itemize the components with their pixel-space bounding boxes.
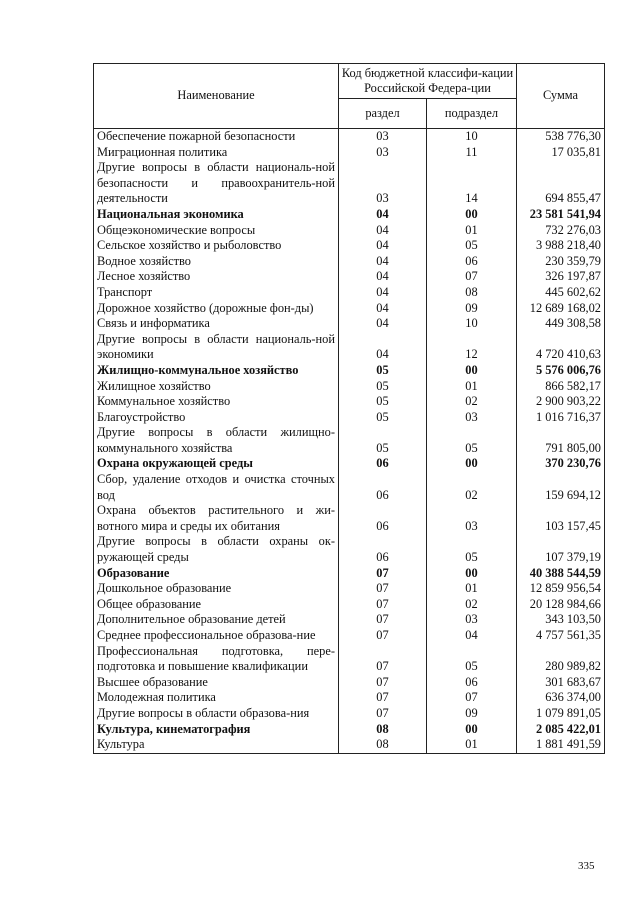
row-section: 07 bbox=[339, 612, 427, 628]
table-row bbox=[94, 223, 605, 239]
row-subsection: 10 bbox=[427, 129, 517, 145]
row-subsection: 06 bbox=[427, 254, 517, 270]
row-subsection: 11 bbox=[427, 145, 517, 161]
row-subsection: 01 bbox=[427, 379, 517, 395]
row-name: Дополнительное образование детей bbox=[94, 612, 339, 628]
row-section: 04 bbox=[339, 238, 427, 254]
row-section: 06 bbox=[339, 456, 427, 472]
row-sum: 538 776,30 bbox=[517, 129, 605, 145]
row-subsection: 05 bbox=[427, 425, 517, 456]
header-subsection: подраздел bbox=[427, 99, 517, 129]
row-sum: 4 720 410,63 bbox=[517, 332, 605, 363]
table-row bbox=[94, 394, 605, 410]
row-subsection: 02 bbox=[427, 597, 517, 613]
row-subsection: 00 bbox=[427, 456, 517, 472]
table-row bbox=[94, 690, 605, 706]
row-sum: 301 683,67 bbox=[517, 675, 605, 691]
row-section: 04 bbox=[339, 301, 427, 317]
table-row bbox=[94, 379, 605, 395]
header-name: Наименование bbox=[94, 64, 339, 129]
row-name: Дошкольное образование bbox=[94, 581, 339, 597]
row-section: 05 bbox=[339, 363, 427, 379]
row-name: Общее образование bbox=[94, 597, 339, 613]
page-number: 335 bbox=[578, 860, 595, 872]
row-sum: 12 859 956,54 bbox=[517, 581, 605, 597]
row-name: Сельское хозяйство и рыболовство bbox=[94, 238, 339, 254]
row-section: 07 bbox=[339, 566, 427, 582]
row-sum: 17 035,81 bbox=[517, 145, 605, 161]
row-section: 05 bbox=[339, 394, 427, 410]
table-row bbox=[94, 628, 605, 644]
row-sum: 1 079 891,05 bbox=[517, 706, 605, 722]
row-subsection: 03 bbox=[427, 410, 517, 426]
row-sum: 791 805,00 bbox=[517, 425, 605, 456]
row-sum: 40 388 544,59 bbox=[517, 566, 605, 582]
table-row bbox=[94, 145, 605, 161]
row-section: 05 bbox=[339, 425, 427, 456]
table-row bbox=[94, 675, 605, 691]
row-name: Жилищное хозяйство bbox=[94, 379, 339, 395]
row-name: Образование bbox=[94, 566, 339, 582]
table-row bbox=[94, 566, 605, 582]
row-section: 07 bbox=[339, 675, 427, 691]
budget-table bbox=[93, 63, 605, 754]
row-section: 03 bbox=[339, 160, 427, 207]
row-subsection: 00 bbox=[427, 363, 517, 379]
row-name: Водное хозяйство bbox=[94, 254, 339, 270]
row-subsection: 05 bbox=[427, 534, 517, 565]
row-name: Культура, кинематография bbox=[94, 722, 339, 738]
row-name: Среднее профессиональное образова-ние bbox=[94, 628, 339, 644]
row-section: 04 bbox=[339, 285, 427, 301]
row-subsection: 07 bbox=[427, 690, 517, 706]
row-name: Сбор, удаление отходов и очистка сточных вод bbox=[94, 472, 339, 503]
row-name: Другие вопросы в области охраны ок-ружающей среды bbox=[94, 534, 339, 565]
row-sum: 103 157,45 bbox=[517, 503, 605, 534]
row-section: 08 bbox=[339, 722, 427, 738]
table-row bbox=[94, 456, 605, 472]
table-row bbox=[94, 316, 605, 332]
table-row bbox=[94, 254, 605, 270]
row-section: 04 bbox=[339, 332, 427, 363]
row-subsection: 08 bbox=[427, 285, 517, 301]
row-sum: 4 757 561,35 bbox=[517, 628, 605, 644]
table-row bbox=[94, 534, 605, 565]
row-sum: 2 085 422,01 bbox=[517, 722, 605, 738]
row-section: 04 bbox=[339, 254, 427, 270]
table-row bbox=[94, 269, 605, 285]
row-sum: 732 276,03 bbox=[517, 223, 605, 239]
row-subsection: 09 bbox=[427, 706, 517, 722]
table-row bbox=[94, 612, 605, 628]
row-subsection: 00 bbox=[427, 566, 517, 582]
row-subsection: 05 bbox=[427, 644, 517, 675]
row-subsection: 06 bbox=[427, 675, 517, 691]
row-sum: 445 602,62 bbox=[517, 285, 605, 301]
row-subsection: 00 bbox=[427, 722, 517, 738]
row-subsection: 10 bbox=[427, 316, 517, 332]
row-section: 05 bbox=[339, 410, 427, 426]
row-sum: 866 582,17 bbox=[517, 379, 605, 395]
table-row bbox=[94, 363, 605, 379]
row-name: Дорожное хозяйство (дорожные фон-ды) bbox=[94, 301, 339, 317]
row-name: Другие вопросы в области образова-ния bbox=[94, 706, 339, 722]
row-name: Национальная экономика bbox=[94, 207, 339, 223]
row-sum: 1 881 491,59 bbox=[517, 737, 605, 753]
table-row bbox=[94, 238, 605, 254]
row-sum: 3 988 218,40 bbox=[517, 238, 605, 254]
row-section: 07 bbox=[339, 706, 427, 722]
row-section: 07 bbox=[339, 581, 427, 597]
table-row bbox=[94, 722, 605, 738]
row-sum: 1 016 716,37 bbox=[517, 410, 605, 426]
row-section: 07 bbox=[339, 644, 427, 675]
row-section: 06 bbox=[339, 534, 427, 565]
row-section: 04 bbox=[339, 269, 427, 285]
row-section: 06 bbox=[339, 503, 427, 534]
table-body bbox=[94, 129, 605, 754]
row-name: Другие вопросы в области националь-ной безопасности и правоохранитель-ной деятельности bbox=[94, 160, 339, 207]
row-name: Связь и информатика bbox=[94, 316, 339, 332]
table-header bbox=[94, 64, 605, 129]
row-name: Обеспечение пожарной безопасности bbox=[94, 129, 339, 145]
table-row bbox=[94, 332, 605, 363]
row-name: Охрана объектов растительного и жи-вотного мира и среды их обитания bbox=[94, 503, 339, 534]
row-section: 08 bbox=[339, 737, 427, 753]
table-row bbox=[94, 472, 605, 503]
row-name: Профессиональная подготовка, пере-подготовка и повышение квалификации bbox=[94, 644, 339, 675]
row-section: 07 bbox=[339, 690, 427, 706]
row-section: 04 bbox=[339, 223, 427, 239]
row-subsection: 03 bbox=[427, 612, 517, 628]
header-section: раздел bbox=[339, 99, 427, 129]
row-name: Транспорт bbox=[94, 285, 339, 301]
row-name: Молодежная политика bbox=[94, 690, 339, 706]
table-row bbox=[94, 285, 605, 301]
row-sum: 5 576 006,76 bbox=[517, 363, 605, 379]
row-name: Миграционная политика bbox=[94, 145, 339, 161]
row-section: 03 bbox=[339, 145, 427, 161]
row-subsection: 12 bbox=[427, 332, 517, 363]
row-sum: 370 230,76 bbox=[517, 456, 605, 472]
table-row bbox=[94, 503, 605, 534]
row-subsection: 02 bbox=[427, 394, 517, 410]
row-name: Охрана окружающей среды bbox=[94, 456, 339, 472]
row-name: Общеэкономические вопросы bbox=[94, 223, 339, 239]
table-row bbox=[94, 597, 605, 613]
row-subsection: 05 bbox=[427, 238, 517, 254]
table-row bbox=[94, 129, 605, 145]
header-budget-code: Код бюджетной классифи-кации Российской Федера-ции bbox=[339, 64, 517, 99]
row-sum: 326 197,87 bbox=[517, 269, 605, 285]
row-sum: 20 128 984,66 bbox=[517, 597, 605, 613]
row-subsection: 09 bbox=[427, 301, 517, 317]
table-row bbox=[94, 301, 605, 317]
row-name: Культура bbox=[94, 737, 339, 753]
row-subsection: 02 bbox=[427, 472, 517, 503]
row-sum: 2 900 903,22 bbox=[517, 394, 605, 410]
table-row bbox=[94, 207, 605, 223]
table-row bbox=[94, 737, 605, 753]
row-subsection: 01 bbox=[427, 737, 517, 753]
row-subsection: 04 bbox=[427, 628, 517, 644]
table-row bbox=[94, 644, 605, 675]
row-sum: 159 694,12 bbox=[517, 472, 605, 503]
row-sum: 280 989,82 bbox=[517, 644, 605, 675]
row-subsection: 01 bbox=[427, 223, 517, 239]
table-row bbox=[94, 410, 605, 426]
row-name: Благоустройство bbox=[94, 410, 339, 426]
row-section: 04 bbox=[339, 316, 427, 332]
row-sum: 343 103,50 bbox=[517, 612, 605, 628]
row-sum: 230 359,79 bbox=[517, 254, 605, 270]
row-name: Лесное хозяйство bbox=[94, 269, 339, 285]
header-row-main bbox=[94, 64, 605, 99]
table-row bbox=[94, 706, 605, 722]
row-name: Другие вопросы в области националь-ной экономики bbox=[94, 332, 339, 363]
header-sum: Сумма bbox=[517, 64, 605, 129]
row-name: Другие вопросы в области жилищно-коммунального хозяйства bbox=[94, 425, 339, 456]
row-subsection: 00 bbox=[427, 207, 517, 223]
row-subsection: 03 bbox=[427, 503, 517, 534]
row-sum: 694 855,47 bbox=[517, 160, 605, 207]
table-row bbox=[94, 581, 605, 597]
table-row bbox=[94, 160, 605, 207]
row-sum: 636 374,00 bbox=[517, 690, 605, 706]
row-section: 07 bbox=[339, 597, 427, 613]
table-row bbox=[94, 425, 605, 456]
row-section: 07 bbox=[339, 628, 427, 644]
row-section: 04 bbox=[339, 207, 427, 223]
row-subsection: 14 bbox=[427, 160, 517, 207]
row-section: 05 bbox=[339, 379, 427, 395]
row-name: Жилищно-коммунальное хозяйство bbox=[94, 363, 339, 379]
row-section: 03 bbox=[339, 129, 427, 145]
row-sum: 107 379,19 bbox=[517, 534, 605, 565]
row-subsection: 07 bbox=[427, 269, 517, 285]
row-subsection: 01 bbox=[427, 581, 517, 597]
row-sum: 449 308,58 bbox=[517, 316, 605, 332]
row-name: Высшее образование bbox=[94, 675, 339, 691]
row-name: Коммунальное хозяйство bbox=[94, 394, 339, 410]
row-section: 06 bbox=[339, 472, 427, 503]
row-sum: 23 581 541,94 bbox=[517, 207, 605, 223]
row-sum: 12 689 168,02 bbox=[517, 301, 605, 317]
